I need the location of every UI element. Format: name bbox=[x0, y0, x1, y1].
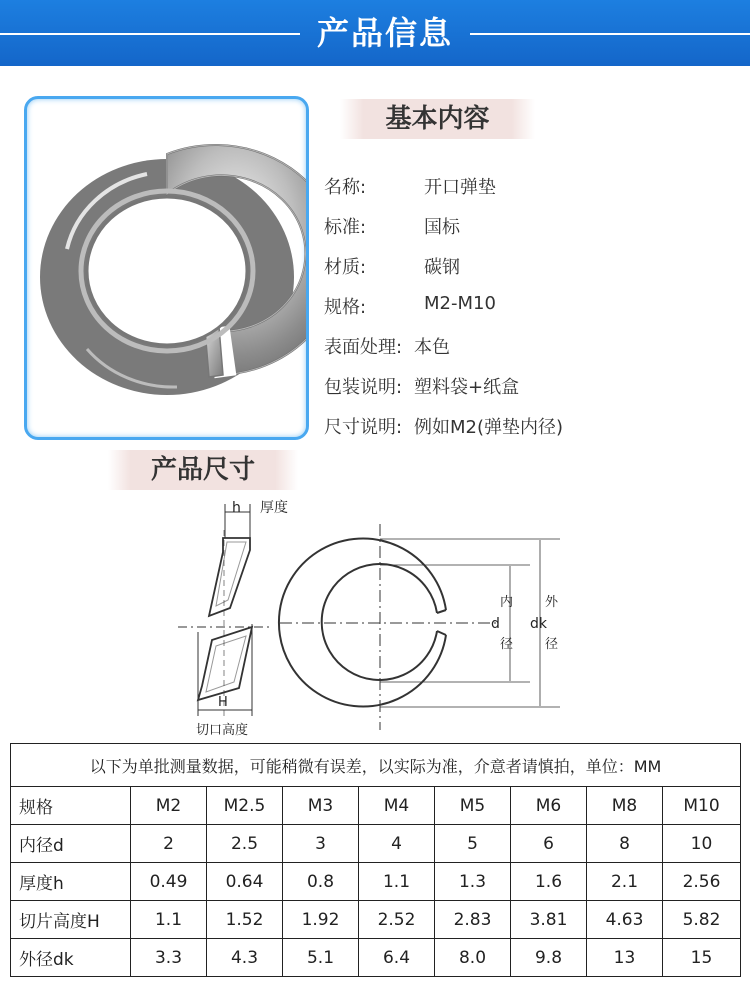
column-header: M2 bbox=[131, 787, 207, 825]
table-row bbox=[11, 863, 741, 901]
banner-divider-right bbox=[470, 33, 750, 35]
info-label: 标准: bbox=[324, 217, 367, 238]
cut-height-label: 切口高度 bbox=[196, 723, 249, 738]
info-value: 本色 bbox=[414, 337, 450, 358]
H-label: H bbox=[218, 695, 228, 710]
table-cell: 1.52 bbox=[207, 901, 283, 939]
info-label: 规格: bbox=[324, 297, 367, 318]
info-value: 例如M2(弹垫内径) bbox=[414, 417, 564, 438]
table-note-row bbox=[11, 744, 741, 787]
inner-label-top: 内 bbox=[500, 595, 514, 610]
inner-d-label: d bbox=[491, 616, 500, 632]
column-header: M8 bbox=[587, 787, 663, 825]
basic-info-heading: 基本内容 bbox=[340, 99, 535, 139]
table-cell: 1.3 bbox=[435, 863, 511, 901]
table-note: 以下为单批测量数据，可能稍微有误差，以实际为准，介意者请慎拍，单位：MM bbox=[11, 744, 741, 787]
table-cell: 8 bbox=[587, 825, 663, 863]
table-cell: 5.82 bbox=[663, 901, 741, 939]
table-cell: 15 bbox=[663, 939, 741, 977]
table-cell: 1.1 bbox=[359, 863, 435, 901]
table-cell: 3 bbox=[283, 825, 359, 863]
table-row bbox=[11, 939, 741, 977]
table-cell: 1.92 bbox=[283, 901, 359, 939]
info-label: 材质: bbox=[324, 257, 367, 278]
table-row-label: 厚度h bbox=[11, 863, 131, 901]
spring-washer-photo bbox=[27, 99, 306, 437]
table-cell: 9.8 bbox=[511, 939, 587, 977]
front-view bbox=[279, 524, 560, 730]
product-size-heading: 产品尺寸 bbox=[108, 450, 298, 490]
table-cell: 6 bbox=[511, 825, 587, 863]
info-value: 国标 bbox=[424, 217, 460, 238]
table-row-label: 外径dk bbox=[11, 939, 131, 977]
column-header: M6 bbox=[511, 787, 587, 825]
info-label: 表面处理: bbox=[324, 337, 403, 358]
info-label: 名称: bbox=[324, 177, 367, 198]
table-cell: 2.52 bbox=[359, 901, 435, 939]
dimension-diagram bbox=[150, 490, 590, 740]
table-cell: 2.5 bbox=[207, 825, 283, 863]
banner-divider-left bbox=[0, 33, 300, 35]
table-cell: 2.1 bbox=[587, 863, 663, 901]
outer-label-top: 外 bbox=[545, 595, 559, 610]
info-value: M2-M10 bbox=[424, 293, 496, 314]
table-row-label: 切片高度H bbox=[11, 901, 131, 939]
info-value: 开口弹垫 bbox=[424, 177, 496, 198]
table-cell: 2 bbox=[131, 825, 207, 863]
info-label: 尺寸说明: bbox=[324, 417, 403, 438]
info-value: 碳钢 bbox=[424, 257, 460, 278]
table-cell: 0.64 bbox=[207, 863, 283, 901]
outer-label-bottom: 径 bbox=[545, 637, 559, 652]
outer-dk-label: dk bbox=[530, 616, 547, 632]
info-value: 塑料袋+纸盒 bbox=[414, 377, 520, 398]
table-row-label: 内径d bbox=[11, 825, 131, 863]
thickness-label: 厚度 bbox=[260, 500, 288, 516]
table-cell: 3.81 bbox=[511, 901, 587, 939]
column-header: M10 bbox=[663, 787, 741, 825]
column-header: M4 bbox=[359, 787, 435, 825]
title-banner bbox=[0, 0, 750, 66]
table-header-row bbox=[11, 787, 741, 825]
table-cell: 0.8 bbox=[283, 863, 359, 901]
table-cell: 2.83 bbox=[435, 901, 511, 939]
table-cell: 3.3 bbox=[131, 939, 207, 977]
table-cell: 0.49 bbox=[131, 863, 207, 901]
table-cell: 4.63 bbox=[587, 901, 663, 939]
h-label: h bbox=[232, 500, 241, 516]
spec-table bbox=[10, 743, 741, 977]
table-cell: 13 bbox=[587, 939, 663, 977]
table-row bbox=[11, 825, 741, 863]
table-cell: 6.4 bbox=[359, 939, 435, 977]
table-row bbox=[11, 901, 741, 939]
table-cell: 1.6 bbox=[511, 863, 587, 901]
table-row-label: 规格 bbox=[11, 787, 131, 825]
side-view bbox=[178, 504, 270, 718]
table-cell: 8.0 bbox=[435, 939, 511, 977]
column-header: M3 bbox=[283, 787, 359, 825]
table-cell: 5 bbox=[435, 825, 511, 863]
table-cell: 1.1 bbox=[131, 901, 207, 939]
table-cell: 10 bbox=[663, 825, 741, 863]
table-cell: 4.3 bbox=[207, 939, 283, 977]
table-cell: 5.1 bbox=[283, 939, 359, 977]
page-title: 产品信息 bbox=[316, 14, 453, 52]
column-header: M5 bbox=[435, 787, 511, 825]
info-label: 包装说明: bbox=[324, 377, 403, 398]
table-cell: 4 bbox=[359, 825, 435, 863]
column-header: M2.5 bbox=[207, 787, 283, 825]
product-photo-frame bbox=[24, 96, 309, 440]
inner-label-bottom: 径 bbox=[500, 637, 514, 652]
table-cell: 2.56 bbox=[663, 863, 741, 901]
